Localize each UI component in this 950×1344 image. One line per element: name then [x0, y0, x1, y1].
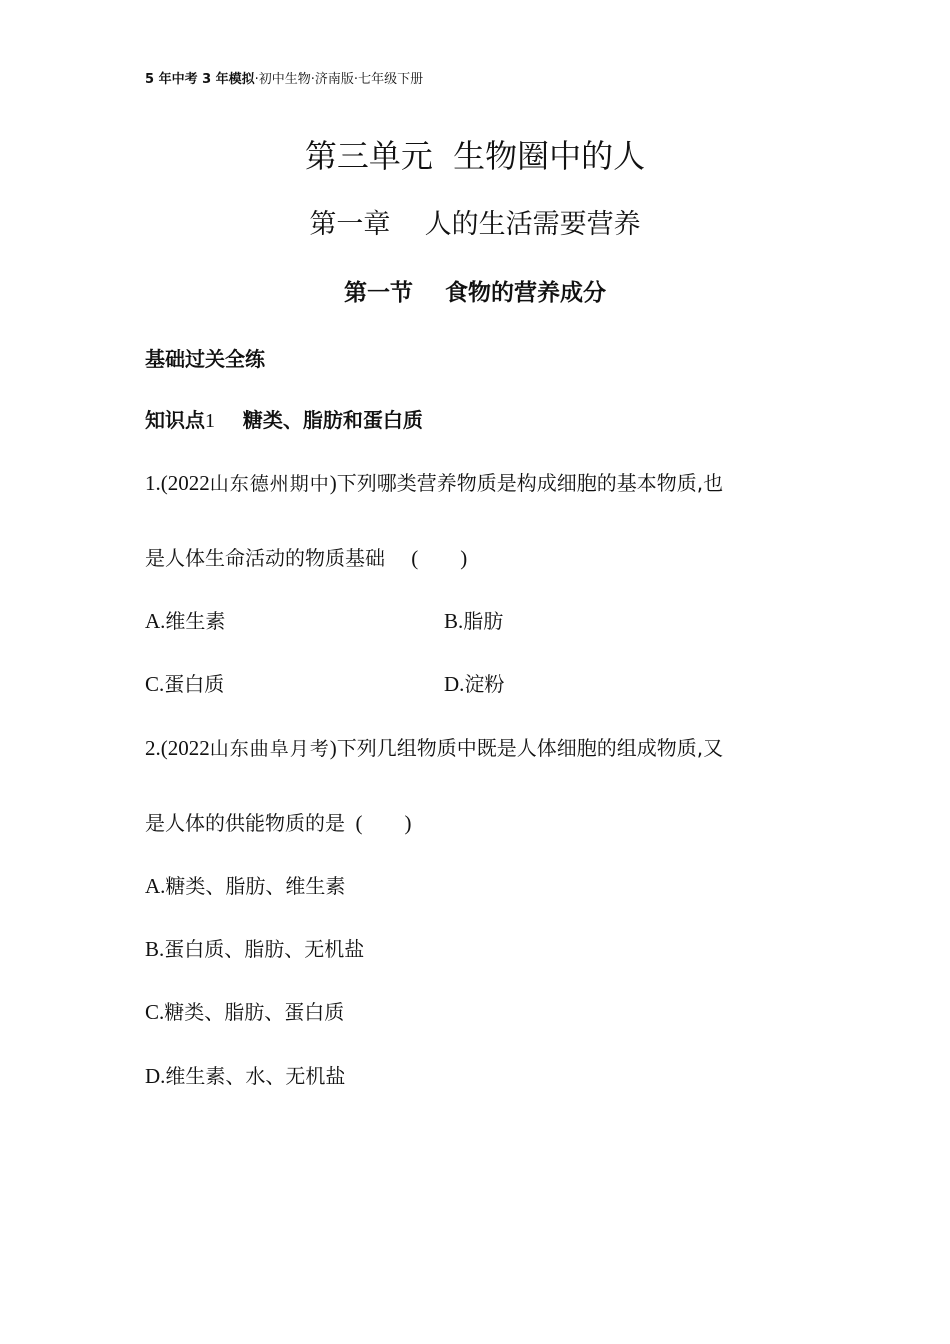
option-text: 蛋白质 [164, 672, 225, 696]
option-letter: A. [145, 609, 166, 633]
question-1-source-open: (2022 [160, 471, 210, 495]
header-book: ·初中生物·济南版·七年级下册 [254, 72, 424, 87]
question-2-number: 2. [145, 736, 161, 760]
option-letter: C. [145, 672, 165, 696]
option-text: 维生素 [165, 609, 226, 633]
question-1-stem-text-1: 下列哪类营养物质是构成细胞的基本物质,也 [336, 471, 724, 495]
question-1-stem-line-2 [145, 542, 467, 571]
option-text: 淀粉 [464, 672, 505, 696]
practice-heading: 基础过关全练 [145, 347, 265, 371]
running-header [145, 68, 423, 87]
question-2-source-close: ) [329, 736, 337, 760]
knowledge-point-number: 1 [205, 410, 215, 432]
question-2-stem-text-1: 下列几组物质中既是人体细胞的组成物质,又 [336, 736, 724, 760]
question-2-stem-line-2 [145, 807, 412, 836]
option-text: 糖类、脂肪、蛋白质 [164, 1000, 345, 1024]
option-text: 维生素、水、无机盐 [165, 1064, 346, 1088]
question-1-source-close: ) [329, 471, 337, 495]
option-text: 蛋白质、脂肪、无机盐 [164, 937, 365, 961]
question-1-option-b [444, 605, 503, 634]
option-letter: D. [145, 1064, 166, 1088]
knowledge-point-title: 糖类、脂肪和蛋白质 [242, 408, 423, 432]
question-2-option-d [145, 1060, 345, 1089]
question-2-answer-bracket: ( ) [355, 811, 412, 835]
unit-title: 第三单元 生物圈中的人 [304, 137, 646, 175]
question-1-source: 山东德州期中 [209, 473, 330, 495]
question-1-option-a [145, 605, 225, 634]
option-letter: B. [145, 937, 165, 961]
question-2-stem-text-2: 是人体的供能物质的是 [145, 811, 345, 835]
option-letter: C. [145, 1000, 165, 1024]
question-1-option-c [145, 668, 224, 697]
question-2-option-a [145, 870, 345, 899]
option-letter: D. [444, 672, 465, 696]
question-2-option-b [145, 933, 364, 962]
question-2-option-c [145, 996, 344, 1025]
section-title: 第一节 食物的营养成分 [343, 280, 607, 306]
chapter-title: 第一章 人的生活需要营养 [309, 209, 641, 240]
question-1-option-d [444, 668, 504, 697]
question-1-number: 1. [145, 471, 161, 495]
knowledge-point-prefix: 知识点 [145, 408, 205, 432]
question-1-stem-text-2: 是人体生命活动的物质基础 [145, 546, 385, 570]
option-text: 糖类、脂肪、维生素 [165, 874, 346, 898]
option-text: 脂肪 [463, 609, 504, 633]
question-1-answer-bracket: ( ) [411, 546, 468, 570]
option-letter: A. [145, 874, 166, 898]
question-2-stem-line-1 [145, 732, 723, 761]
option-letter: B. [444, 609, 464, 633]
question-2-source: 山东曲阜月考 [209, 738, 330, 760]
question-2-source-open: (2022 [160, 736, 210, 760]
knowledge-point-heading [145, 404, 423, 433]
question-1-stem-line-1 [145, 467, 723, 496]
header-series: 5 年中考 3 年模拟 [145, 72, 255, 87]
